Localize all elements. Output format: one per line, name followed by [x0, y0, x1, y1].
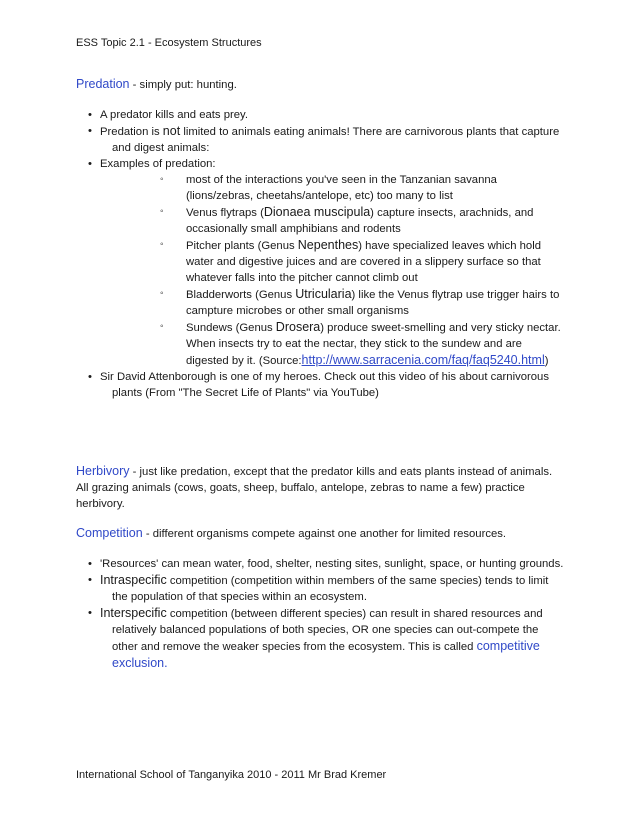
bullet-text: Sir David Attenborough is one of my heroes. Check out this video of his about carnivorous plants (From "The Secret Life of Plants" via YouTube)	[100, 371, 549, 399]
list-item	[76, 369, 566, 401]
herbivory-section	[76, 463, 566, 512]
species-name: Dionaea muscipula	[263, 205, 371, 219]
list-item	[76, 556, 566, 572]
competition-section	[76, 525, 566, 672]
list-item	[76, 123, 566, 156]
list-item	[112, 237, 566, 286]
competition-term: Competition	[76, 526, 143, 540]
herbivory-text: - just like predation, except that the predator kills and eats plants instead of animals. All grazing animals (cows, goats, sheep, buffalo, antelope, zebras to name a few) practice herbivory.	[76, 466, 553, 510]
list-item	[112, 204, 566, 237]
sub-bullet-text: ) like the Venus flytrap use trigger hairs to campture microbes or other small organisms	[186, 289, 560, 317]
page-footer: International School of Tanganyika 2010 - 2011 Mr Brad Kremer	[76, 769, 387, 781]
predation-heading	[76, 76, 566, 93]
competition-list	[76, 556, 566, 672]
species-name: Drosera	[275, 320, 321, 334]
competition-heading	[76, 525, 566, 542]
sub-bullet-text: Venus flytraps (	[186, 207, 264, 219]
predation-intro: - simply put: hunting.	[129, 79, 237, 91]
list-item	[76, 156, 566, 369]
bullet-text: competition (between different species) can result in shared resources and relatively balanced populations of both species, OR one species can out-compete the other and remove the weaker species from the ecosystem. This is called	[112, 608, 543, 653]
competition-intro: - different organisms compete against one another for limited resources.	[142, 528, 507, 540]
herbivory-term: Herbivory	[76, 464, 130, 478]
list-item	[76, 605, 566, 672]
examples-list	[112, 172, 566, 369]
sub-bullet-text: most of the interactions you've seen in the Tanzanian savanna (lions/zebras, cheetahs/antelope, etc) too many to list	[186, 174, 497, 202]
predation-section	[76, 76, 566, 401]
list-item	[76, 107, 566, 123]
sub-bullet-text: ) capture insects, arachnids, and occasionally small amphibians and rodents	[186, 207, 534, 235]
bullet-text: A predator kills and eats prey.	[100, 109, 248, 121]
bullet-text: 'Resources' can mean water, food, shelter, nesting sites, sunlight, space, or hunting grounds.	[100, 558, 564, 570]
list-item	[76, 572, 566, 605]
intraspecific-term: Intraspecific	[100, 573, 167, 587]
sub-bullet-text: ) produce sweet-smelling and very sticky nectar. When insects try to eat the nectar, they stick to the sundew and are digested by it. (Source:	[186, 322, 561, 367]
species-name: Utricularia	[295, 287, 352, 301]
predation-list	[76, 107, 566, 401]
species-name: Nepenthes	[297, 238, 359, 252]
emphasis-not: not	[162, 124, 181, 138]
interspecific-term: Interspecific	[100, 606, 167, 620]
bullet-text: Predation is	[100, 126, 163, 138]
competitive-exclusion-term: competitive exclusion.	[112, 639, 540, 670]
list-item	[112, 286, 566, 319]
sub-bullet-text: Bladderworts (Genus	[186, 289, 296, 301]
bullet-text: limited to animals eating animals! There are carnivorous plants that capture and digest animals:	[112, 126, 560, 154]
list-item	[112, 319, 566, 369]
source-link[interactable]: http://www.sarracenia.com/faq/faq5240.html	[301, 353, 545, 367]
bullet-text: Examples of predation:	[100, 158, 216, 170]
page-header: ESS Topic 2.1 - Ecosystem Structures	[76, 37, 262, 49]
sub-bullet-text: Pitcher plants (Genus	[186, 240, 298, 252]
bullet-text: competition (competition within members of the same species) tends to limit the population of that species within an ecosystem.	[112, 575, 549, 603]
sub-bullet-text: Sundews (Genus	[186, 322, 276, 334]
list-item	[112, 172, 566, 204]
sub-bullet-text: )	[544, 355, 549, 367]
sub-bullet-text: ) have specialized leaves which hold water and digestive juices and are covered in a slippery surface so that whatever falls into the pitcher cannot climb out	[186, 240, 541, 284]
predation-term: Predation	[76, 77, 130, 91]
